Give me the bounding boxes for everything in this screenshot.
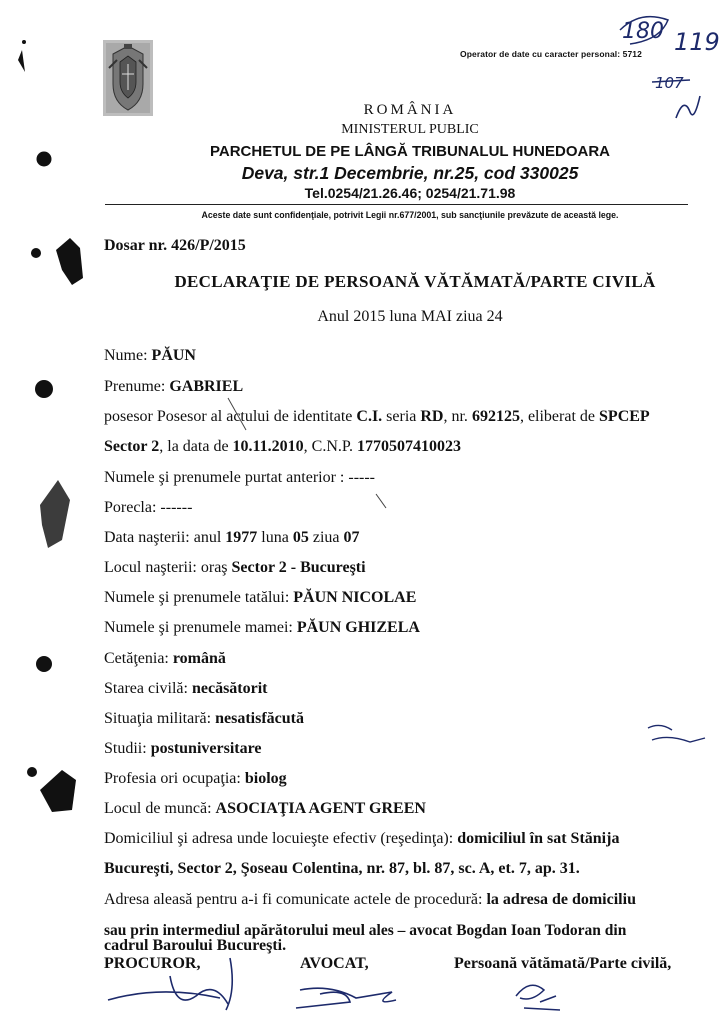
signature-victim-label: Persoană vătămată/Parte civilă, <box>454 955 672 972</box>
id-text: , nr. <box>443 408 468 425</box>
country-heading: ROMÂNIA <box>363 102 457 118</box>
father-label: Numele şi prenumele tatălui: <box>104 589 290 606</box>
nume-value: PĂUN <box>151 347 196 364</box>
workplace-value: ASOCIAŢIA AGENT GREEN <box>215 800 426 817</box>
ministry-heading: MINISTERUL PUBLIC <box>341 122 479 137</box>
handwritten-page-number: 119 <box>674 28 720 56</box>
punch-hole <box>35 380 53 398</box>
field-workplace <box>104 800 426 818</box>
prenume-value: GABRIEL <box>169 378 244 395</box>
field-birthplace <box>104 559 366 577</box>
id-issue-date: 10.11.2010 <box>232 438 304 455</box>
father-value: PĂUN NICOLAE <box>293 589 417 606</box>
field-identity-document <box>104 408 650 426</box>
office-phone: Tel.0254/21.26.46; 0254/21.71.98 <box>304 185 516 201</box>
ink-blot <box>40 770 76 812</box>
field-domicile <box>104 830 619 848</box>
prenume-label: Prenume: <box>104 378 166 395</box>
ink-blot <box>22 40 26 44</box>
field-citizenship <box>104 650 226 668</box>
studies-value: postuniversitare <box>150 740 262 757</box>
id-issuer-sector: Sector 2 <box>104 438 160 455</box>
citizenship-label: Cetăţenia: <box>104 650 169 667</box>
field-birth-date <box>104 529 360 547</box>
military-value: nesatisfăcută <box>215 710 304 727</box>
mother-label: Numele şi prenumele mamei: <box>104 619 293 636</box>
handwritten-page-number: 107 <box>655 74 684 92</box>
nume-label: Nume: <box>104 347 148 364</box>
field-father <box>104 589 416 607</box>
civil-label: Starea civilă: <box>104 680 188 697</box>
domicile-value: domiciliul în sat Stănija <box>457 830 620 847</box>
id-type: C.I. <box>356 408 383 425</box>
field-chosen-address <box>104 891 636 909</box>
field-former-name: Numele şi prenumele purtat anterior : ----- <box>104 469 375 486</box>
margin-initials <box>648 725 705 742</box>
field-civil-status <box>104 680 268 698</box>
field-nickname: Porecla: ------ <box>104 499 193 516</box>
field-chosen-address-end <box>104 937 286 955</box>
id-text: , eliberat de <box>519 408 596 425</box>
ink-blot <box>27 767 37 777</box>
military-label: Situaţia militară: <box>104 710 212 727</box>
chosen-address-label: Adresa aleasă pentru a-i fi comunicate actele de procedură: <box>104 891 483 908</box>
citizenship-value: română <box>172 650 226 667</box>
birth-text: Data naşterii: anul <box>104 529 222 546</box>
id-text: seria <box>386 408 417 425</box>
chosen-address-value: cadrul Baroului Bucureşti. <box>104 937 287 954</box>
field-military <box>104 710 304 728</box>
field-mother <box>104 619 420 637</box>
signature-avocat-label: AVOCAT, <box>300 955 369 972</box>
field-nume <box>104 347 196 365</box>
punch-hole <box>36 656 52 672</box>
chosen-address-value: la adresa de domiciliu <box>486 891 636 908</box>
operator-number: Operator de date cu caracter personal: 5712 <box>460 49 642 59</box>
workplace-label: Locul de muncă: <box>104 800 212 817</box>
office-address: Deva, str.1 Decembrie, nr.25, cod 330025 <box>241 163 579 183</box>
birth-month: 05 <box>292 529 309 546</box>
id-text: posesor Posesor al actului de identitate <box>104 408 353 425</box>
birth-text: luna <box>261 529 289 546</box>
victim-signature <box>516 985 560 1010</box>
ink-blot <box>40 480 70 548</box>
profession-value: biolog <box>244 770 287 787</box>
handwritten-page-number: 180 <box>622 19 664 44</box>
civil-value: necăsătorit <box>191 680 268 697</box>
confidentiality-note: Aceste date sunt confidenţiale, potrivit Legii nr.677/2001, sub sancţiunile prevăzute de această lege. <box>201 210 619 220</box>
birth-text: ziua <box>312 529 340 546</box>
id-issuer: SPCEP <box>599 408 650 425</box>
chosen-address-value: sau prin intermediul apărătorului meul ales – avocat Bogdan Ioan Todoran din <box>104 922 627 939</box>
studies-label: Studii: <box>104 740 147 757</box>
case-number: Dosar nr. 426/P/2015 <box>104 237 246 254</box>
profession-label: Profesia ori ocupaţia: <box>104 770 241 787</box>
ink-blot <box>31 248 41 258</box>
cnp-value: 1770507410023 <box>357 438 462 455</box>
office-heading: PARCHETUL DE PE LÂNGĂ TRIBUNALUL HUNEDOARA <box>209 143 610 160</box>
id-text: , C.N.P. <box>303 438 354 455</box>
declaration-date: Anul 2015 luna MAI ziua 24 <box>317 308 503 325</box>
id-series: RD <box>420 408 444 425</box>
field-prenume <box>104 378 243 396</box>
birthplace-label: Locul naşterii: oraş <box>104 559 228 576</box>
birth-year: 1977 <box>225 529 258 546</box>
field-domicile-cont <box>104 860 580 878</box>
ink-blot <box>18 50 25 72</box>
domicile-value: Bucureşti, Sector 2, Şoseau Colentina, nr. 87, bl. 87, sc. A, et. 7, ap. 31. <box>104 860 580 877</box>
document-title: DECLARAŢIE DE PERSOANĂ VĂTĂMATĂ/PARTE CIVILĂ <box>174 272 656 291</box>
field-identity-document-cont <box>104 438 461 456</box>
mother-value: PĂUN GHIZELA <box>296 619 420 636</box>
avocat-signature <box>296 988 396 1008</box>
id-number: 692125 <box>471 408 520 425</box>
domicile-label: Domiciliul şi adresa unde locuieşte efectiv (reşedinţa): <box>104 830 454 847</box>
header-divider <box>105 204 688 205</box>
id-text: , la data de <box>159 438 229 455</box>
signature-procuror-label: PROCUROR, <box>104 955 201 972</box>
birthplace-value: Sector 2 - Bucureşti <box>231 559 366 576</box>
field-studies <box>104 740 262 758</box>
field-profession <box>104 770 287 788</box>
birth-day: 07 <box>343 529 360 546</box>
